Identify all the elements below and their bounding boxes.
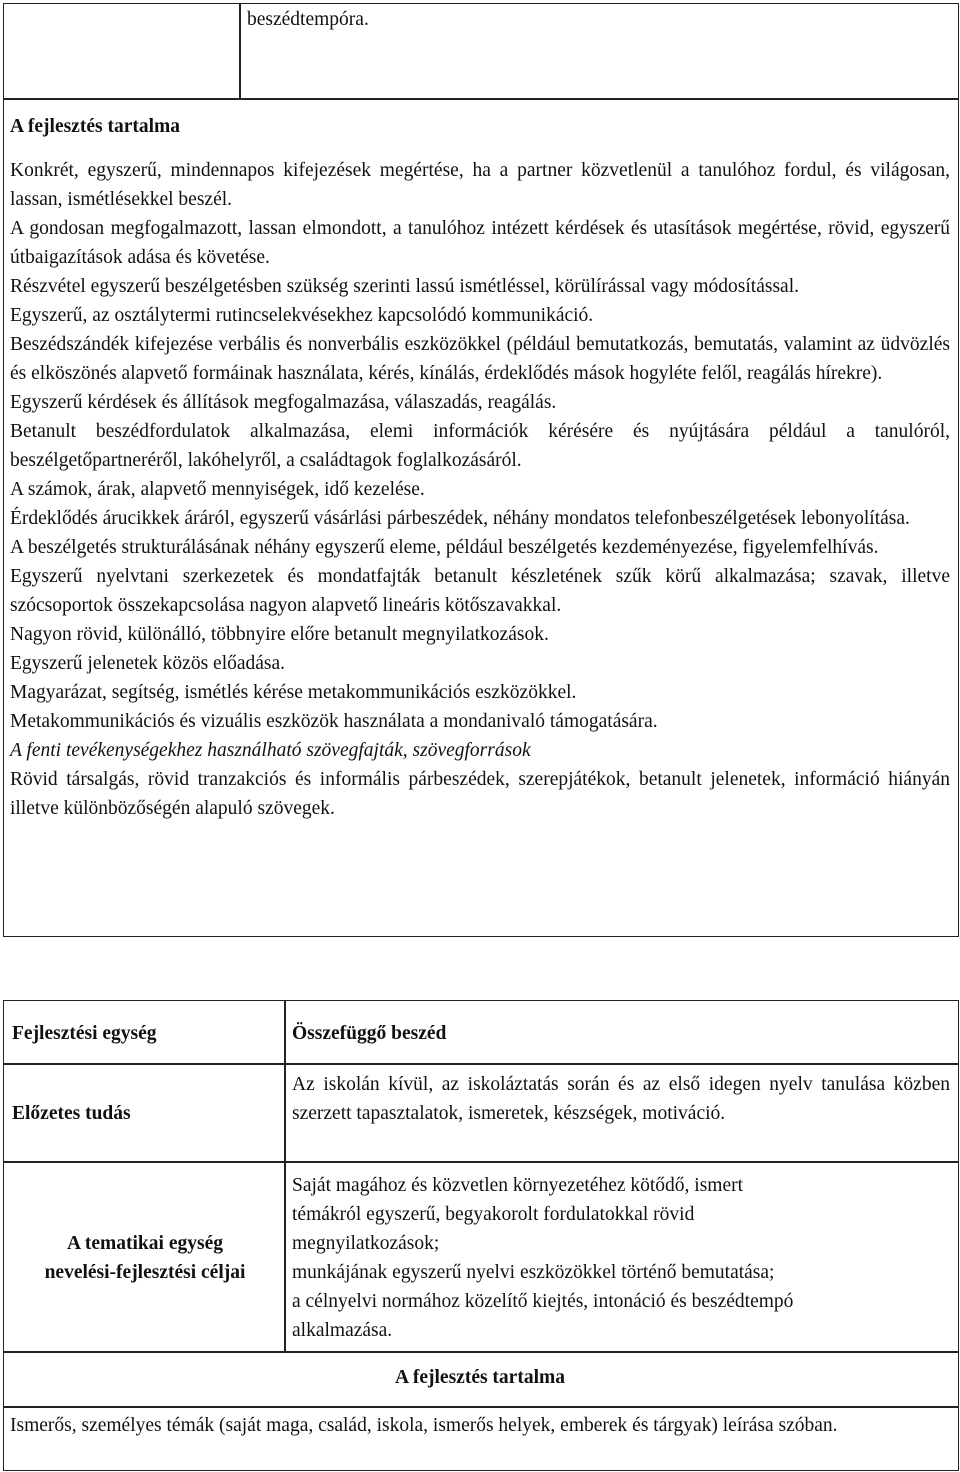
content-line: Nagyon rövid, különálló, többnyire előre betanult megnyilatkozások. xyxy=(10,624,549,645)
content-line: A számok, árak, alapvető mennyiségek, idő kezelése. xyxy=(10,479,425,500)
content-line: Egyszerű, az osztálytermi rutincselekvésekhez kapcsolódó kommunikáció. xyxy=(10,305,594,326)
goals-label xyxy=(8,1229,282,1287)
section-heading: A fejlesztés tartalma xyxy=(10,116,181,137)
top-right-text: beszédtempóra. xyxy=(247,9,369,30)
content-line: Egyszerű nyelvtani szerkezetek és mondatfajták betanult készletének szűk körű alkalmazása; szavak, illetve szócsoportok összekapcsolása nagyon alapvető lineáris kötőszavakkal. xyxy=(10,566,950,616)
prior-knowledge-value xyxy=(292,1070,950,1128)
goals-line: megnyilatkozások; xyxy=(292,1233,440,1254)
table2-row-divider xyxy=(3,1406,959,1408)
prior-knowledge-text: Az iskolán kívül, az iskoláztatás során és az első idegen nyelv tanulása közben szerzett tapasztalatok, ismeretek, készségek, motiváció. xyxy=(292,1074,950,1124)
content-line: Konkrét, egyszerű, mindennapos kifejezések megértése, ha a partner közvetlenül a tanulóhoz fordul, és világosan, lassan, ismétlésekkel beszél. xyxy=(10,160,950,210)
table2-row-divider xyxy=(3,1063,959,1065)
goals-line: a célnyelvi normához közelítő kiejtés, intonáció és beszédtempó xyxy=(292,1291,794,1312)
unit-label: Fejlesztési egység xyxy=(12,1023,157,1044)
content-line: Beszédszándék kifejezése verbális és nonverbális eszközökkel (például bemutatkozás, bemutatás, valamint az üdvözlés és elköszönés alapvető formáinak használata, kérés, kínálás, érdeklődés mások hogyléte felől, reagálás hírekre). xyxy=(10,334,950,384)
content-line: Egyszerű kérdések és állítások megfogalmazása, válaszadás, reagálás. xyxy=(10,392,557,413)
content-line: Érdeklődés árucikkek áráról, egyszerű vásárlási párbeszédek, néhány mondatos telefonbeszélgetések lebonyolítása. xyxy=(10,508,910,529)
content-body: Ismerős, személyes témák (saját maga, család, iskola, ismerős helyek, emberek és tárgyak) leírása szóban. xyxy=(10,1415,838,1436)
goals-line: Saját magához és közvetlen környezetéhez kötődő, ismert xyxy=(292,1175,744,1196)
content-body-block xyxy=(10,1411,950,1440)
content-line: Metakommunikációs és vizuális eszközök használata a mondanivaló támogatására. xyxy=(10,711,658,732)
table2-column-divider xyxy=(284,1000,286,1352)
goals-label-line: nevelési-fejlesztési céljai xyxy=(44,1262,246,1283)
text-types-body: Rövid társalgás, rövid tranzakciós és informális párbeszédek, szerepjátékok, betanult jelenetek, információ hiányán illetve különbözőségén alapuló szövegek. xyxy=(10,769,950,819)
prior-knowledge-label: Előzetes tudás xyxy=(12,1103,131,1124)
content-heading: A fejlesztés tartalma xyxy=(394,1367,565,1388)
table1-column-divider xyxy=(239,3,241,99)
text-types-heading: A fenti tevékenységekhez használható szövegfajták, szövegforrások xyxy=(10,740,531,761)
content-line: Részvétel egyszerű beszélgetésben szükség szerinti lassú ismétléssel, körülírással vagy módosítással. xyxy=(10,276,799,297)
table2-row-divider xyxy=(3,1351,959,1353)
content-line: A gondosan megfogalmazott, lassan elmondott, a tanulóhoz intézett kérdések és utasítások megértése, rövid, egyszerű útbaigazítások adása és követése. xyxy=(10,218,950,268)
content-line: Egyszerű jelenetek közös előadása. xyxy=(10,653,286,674)
unit-value: Összefüggő beszéd xyxy=(292,1023,447,1044)
goals-line: alkalmazása. xyxy=(292,1320,393,1341)
content-line: Betanult beszédfordulatok alkalmazása, elemi információk kérésére és nyújtására például a tanulóról, beszélgetőpartneréről, lakóhelyről, a családtagok foglalkozásáról. xyxy=(10,421,950,471)
table1-row-divider xyxy=(3,98,959,100)
goals-line: munkájának egyszerű nyelvi eszközökkel történő bemutatása; xyxy=(292,1262,775,1283)
goals-line: témákról egyszerű, begyakorolt fordulatokkal rövid xyxy=(292,1204,695,1225)
content-block xyxy=(10,156,950,823)
goals-value xyxy=(292,1171,950,1345)
content-line: Magyarázat, segítség, ismétlés kérése metakommunikációs eszközökkel. xyxy=(10,682,577,703)
goals-label-line: A tematikai egység xyxy=(67,1233,223,1254)
table2-row-divider xyxy=(3,1161,959,1163)
content-line: A beszélgetés strukturálásának néhány egyszerű eleme, például beszélgetés kezdeményezése, figyelemfelhívás. xyxy=(10,537,879,558)
